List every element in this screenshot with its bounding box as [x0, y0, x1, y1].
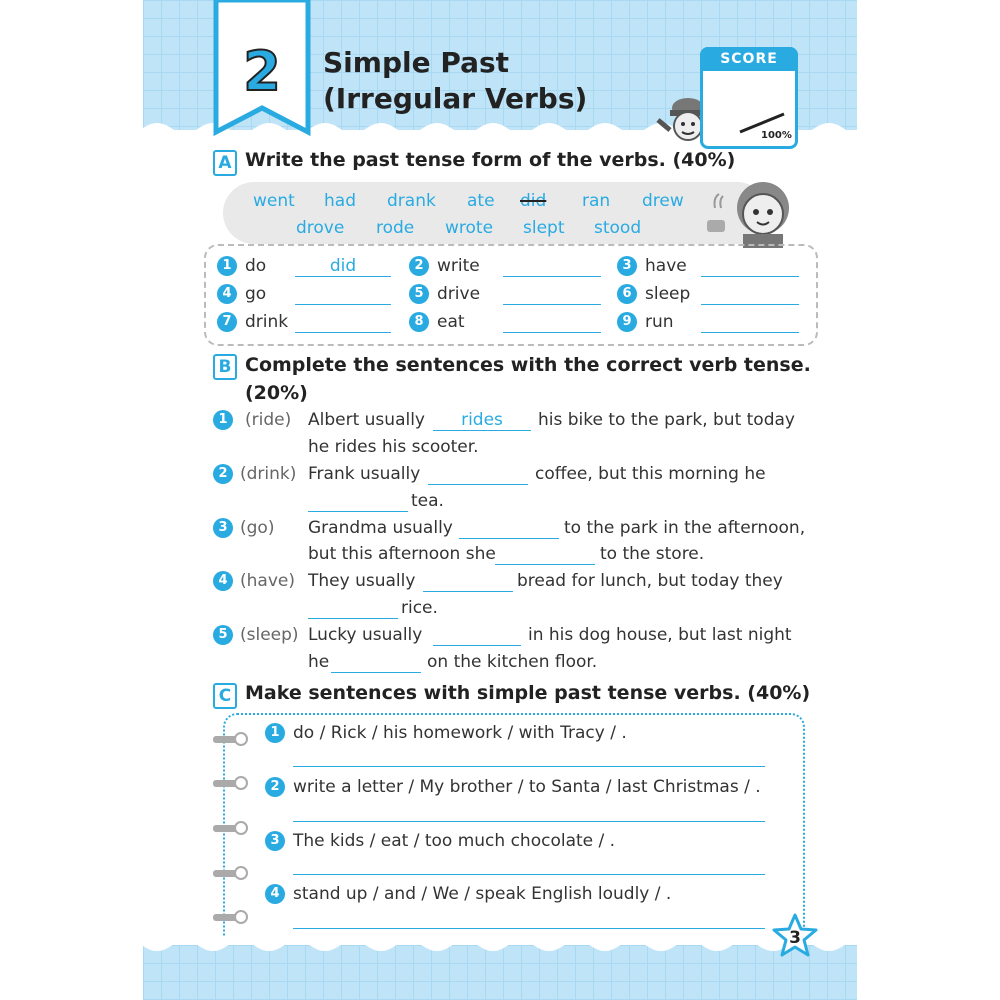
footer-wave: [143, 936, 857, 956]
sentence-prompt: do / Rick / his homework / with Tracy / .: [293, 723, 627, 743]
sentence-text: on the kitchen floor.: [427, 652, 598, 672]
word-bank-word: rode: [376, 218, 415, 238]
answer-blank[interactable]: [503, 312, 601, 333]
item-number: 2: [213, 464, 233, 484]
item-number: 1: [213, 410, 233, 430]
answer-blank[interactable]: [495, 544, 595, 565]
sentence-prompt: The kids / eat / too much chocolate / .: [293, 831, 616, 851]
item-number: 2: [265, 777, 285, 797]
item-number: 8: [409, 312, 429, 332]
answer-blank[interactable]: [459, 518, 559, 539]
workbook-page: [143, 0, 857, 1000]
word-bank-word: drank: [387, 191, 436, 211]
notebook-ring-icon: [213, 776, 249, 790]
answer-blank[interactable]: [503, 284, 601, 305]
section-b-title: Complete the sentences with the correct verb tense.: [245, 354, 811, 376]
verb-hint: (drink): [240, 464, 297, 484]
verb-label: go: [245, 284, 267, 304]
score-percent: 100%: [761, 130, 792, 141]
item-number: 4: [217, 284, 237, 304]
sentence-text: bread for lunch, but today they: [517, 571, 783, 591]
answer-line[interactable]: [293, 874, 765, 875]
answer-blank[interactable]: [295, 284, 391, 305]
section-a-title: Write the past tense form of the verbs. (40%): [245, 149, 736, 171]
word-bank-word: had: [324, 191, 356, 211]
word-bank-word: drew: [642, 191, 684, 211]
lesson-number: 2: [243, 40, 281, 103]
answer-blank[interactable]: [331, 652, 421, 673]
sentence-prompt: stand up / and / We / speak English loudly / .: [293, 884, 672, 904]
answer-line[interactable]: [293, 766, 765, 767]
answer-blank[interactable]: [433, 625, 521, 646]
item-number: 7: [217, 312, 237, 332]
word-bank-word-used: did: [520, 191, 547, 211]
section-b-letter: B: [213, 354, 237, 380]
word-bank-word: wrote: [445, 218, 494, 238]
answer-blank[interactable]: [308, 598, 398, 619]
word-bank-word: stood: [594, 218, 642, 238]
section-c-letter: C: [213, 683, 237, 709]
verb-label: drink: [245, 312, 289, 332]
sentence-text: to the park in the afternoon,: [564, 518, 806, 538]
verb-label: run: [645, 312, 674, 332]
item-number: 5: [213, 625, 233, 645]
sentence-prompt: write a letter / My brother / to Santa / last Christmas / .: [293, 777, 761, 797]
page-title-line2: (Irregular Verbs): [323, 82, 588, 115]
sentence-text: Frank usually: [308, 464, 421, 484]
item-number: 1: [265, 723, 285, 743]
verb-label: have: [645, 256, 687, 276]
page-title-line1: Simple Past: [323, 46, 510, 79]
item-number: 4: [213, 571, 233, 591]
sentence-text: They usually: [308, 571, 416, 591]
notebook-ring-icon: [213, 732, 249, 746]
section-b-title-percent: (20%): [245, 382, 308, 404]
sentence-text: coffee, but this morning he: [535, 464, 766, 484]
sentence-text: but this afternoon she: [308, 544, 496, 564]
answer-blank[interactable]: [428, 464, 528, 485]
answer-blank[interactable]: [295, 312, 391, 333]
answer-blank[interactable]: [701, 256, 799, 277]
answer-line[interactable]: [293, 821, 765, 822]
notebook-ring-icon: [213, 821, 249, 835]
word-bank-word: went: [253, 191, 295, 211]
sentence-text: Grandma usually: [308, 518, 453, 538]
answer-blank[interactable]: [308, 491, 408, 512]
item-number: 5: [409, 284, 429, 304]
sentence-text: Lucky usually: [308, 625, 423, 645]
sentence-text: Albert usually: [308, 410, 425, 430]
sentence-text: rice.: [401, 598, 438, 618]
sentence-text: he: [308, 652, 330, 672]
sentence-text: tea.: [411, 491, 444, 511]
sentence-text: in his dog house, but last night: [528, 625, 792, 645]
verb-hint: (sleep): [240, 625, 299, 645]
item-number: 3: [213, 518, 233, 538]
sentence-text: his bike to the park, but today: [538, 410, 795, 430]
verb-hint: (ride): [245, 410, 292, 430]
word-bank-word: slept: [523, 218, 565, 238]
item-number: 3: [617, 256, 637, 276]
sentence-text: to the store.: [600, 544, 705, 564]
answer-line[interactable]: [293, 928, 765, 929]
word-bank-word: ate: [467, 191, 495, 211]
verb-label: eat: [437, 312, 465, 332]
notebook-ring-icon: [213, 866, 249, 880]
sentence-text: he rides his scooter.: [308, 437, 479, 457]
item-number: 9: [617, 312, 637, 332]
word-bank-word: ran: [582, 191, 611, 211]
answer-blank[interactable]: [701, 312, 799, 333]
word-bank-word: drove: [296, 218, 345, 238]
answer-text: rides: [461, 410, 503, 430]
answer-blank[interactable]: [503, 256, 601, 277]
section-c-title: Make sentences with simple past tense verbs. (40%): [245, 682, 811, 704]
verb-label: sleep: [645, 284, 691, 304]
verb-label: drive: [437, 284, 481, 304]
score-label: SCORE: [700, 47, 798, 71]
notebook-ring-icon: [213, 910, 249, 924]
item-number: 3: [265, 831, 285, 851]
verb-hint: (have): [240, 571, 295, 591]
verb-label: write: [437, 256, 480, 276]
item-number: 2: [409, 256, 429, 276]
verb-label: do: [245, 256, 267, 276]
item-number: 4: [265, 884, 285, 904]
item-number: 1: [217, 256, 237, 276]
girl-with-cup-illustration: [703, 172, 803, 248]
answer-text: did: [329, 256, 357, 276]
page-number: 3: [789, 928, 801, 948]
section-a-letter: A: [213, 150, 237, 176]
answer-blank[interactable]: [423, 571, 513, 592]
item-number: 6: [617, 284, 637, 304]
answer-blank[interactable]: [701, 284, 799, 305]
verb-hint: (go): [240, 518, 275, 538]
